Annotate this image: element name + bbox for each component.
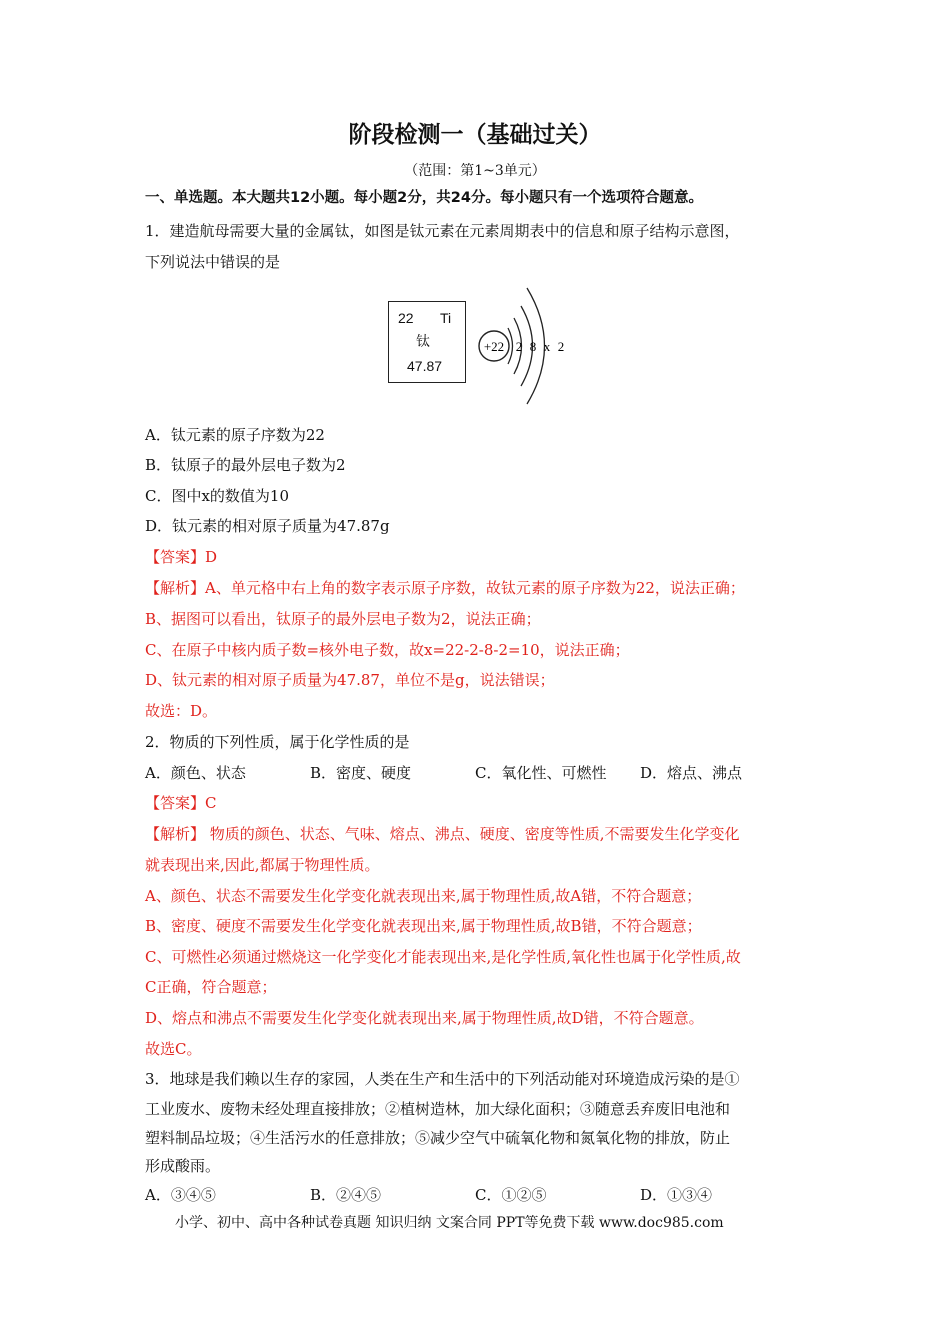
q2-analysis-line: C、可燃性必须通过燃烧这一化学变化才能表现出来,是化学性质,氧化性也属于化学性质,故 — [145, 948, 741, 966]
q1-option-c: C．图中x的数值为10 — [145, 487, 290, 505]
nucleus-label: +22 — [483, 339, 505, 354]
q2-analysis-line: C正确，符合题意； — [145, 978, 277, 996]
page-title: 阶段检测一（基础过关） — [348, 122, 602, 148]
q1-analysis-line: C、在原子中核内质子数=核外电子数，故x=22-2-8-2=10，说法正确； — [145, 641, 630, 659]
q1-answer: 【答案】D — [145, 548, 218, 566]
atomic-mass: 47.87 — [407, 358, 443, 374]
q1-stem-line2: 下列说法中错误的是 — [145, 253, 281, 271]
section-heading: 一、单选题。本大题共12小题。每小题2分，共24分。每小题只有一个选项符合题意。 — [145, 190, 703, 206]
q2-option-c: C．氧化性、可燃性 — [475, 764, 607, 782]
q3-option-d: D．①③④ — [640, 1186, 713, 1204]
q2-analysis-line: B、密度、硬度不需要发生化学变化就表现出来,属于物理性质,故B错，不符合题意； — [145, 917, 702, 935]
q1-option-b: B．钛原子的最外层电子数为2 — [145, 456, 346, 474]
q3-stem-line: 工业废水、废物未经处理直接排放；②植树造林，加大绿化面积；③随意丢弃废旧电池和 — [145, 1100, 731, 1118]
q1-stem-line1: 1．建造航母需要大量的金属钛，如图是钛元素在元素周期表中的信息和原子结构示意图， — [145, 222, 740, 240]
titanium-figure — [386, 282, 576, 414]
q2-option-a: A．颜色、状态 — [145, 764, 246, 782]
shell-2-count: 8 — [529, 339, 537, 354]
q3-stem-line: 塑料制品垃圾；④生活污水的任意排放；⑤减少空气中硫氧化物和氮氧化物的排放，防止 — [145, 1129, 731, 1147]
page-subtitle: （范围：第1~3单元） — [404, 163, 546, 179]
q1-option-a: A．钛元素的原子序数为22 — [145, 426, 325, 444]
atom-structure-diagram — [386, 282, 576, 414]
q2-analysis-line: 【解析】 物质的颜色、状态、气味、熔点、沸点、硬度、密度等性质,不需要发生化学变化 — [145, 825, 740, 843]
q3-option-b: B．②④⑤ — [310, 1186, 382, 1204]
q1-analysis-line: 【解析】A、单元格中右上角的数字表示原子序数，故钛元素的原子序数为22，说法正确； — [145, 579, 745, 597]
element-name: 钛 — [416, 334, 430, 350]
q2-option-b: B．密度、硬度 — [310, 764, 412, 782]
atomic-number: 22 — [398, 310, 414, 326]
q1-analysis-line: 故选：D。 — [145, 702, 218, 720]
q1-analysis-line: D、钛元素的相对原子质量为47.87，单位不是g，说法错误； — [145, 671, 555, 689]
shell-3-count: x — [543, 339, 551, 354]
shell-1-count: 2 — [515, 339, 523, 354]
q2-answer: 【答案】C — [145, 794, 217, 812]
q2-stem: 2．物质的下列性质，属于化学性质的是 — [145, 733, 410, 751]
q1-analysis-line: B、据图可以看出，钛原子的最外层电子数为2，说法正确； — [145, 610, 541, 628]
q3-stem-line: 3．地球是我们赖以生存的家园，人类在生产和生活中的下列活动能对环境造成污染的是① — [145, 1070, 740, 1088]
q2-analysis-line: 故选C。 — [145, 1040, 202, 1058]
q3-stem-line: 形成酸雨。 — [145, 1157, 221, 1175]
q1-option-d: D．钛元素的相对原子质量为47.87g — [145, 517, 390, 535]
footer-text: 小学、初中、高中各种试卷真题 知识归纳 文案合同 PPT等免费下载 www.doc985.com — [175, 1215, 724, 1231]
q3-option-c: C．①②⑤ — [475, 1186, 547, 1204]
q3-option-a: A．③④⑤ — [145, 1186, 216, 1204]
q2-analysis-line: D、熔点和沸点不需要发生化学变化就表现出来,属于物理性质,故D错，不符合题意。 — [145, 1009, 704, 1027]
q2-analysis-line: 就表现出来,因此,都属于物理性质。 — [145, 856, 380, 874]
q2-analysis-line: A、颜色、状态不需要发生化学变化就表现出来,属于物理性质,故A错，不符合题意； — [145, 887, 702, 905]
element-symbol: Ti — [440, 310, 452, 326]
shell-4-count: 2 — [557, 339, 565, 354]
q2-option-d: D．熔点、沸点 — [640, 764, 743, 782]
